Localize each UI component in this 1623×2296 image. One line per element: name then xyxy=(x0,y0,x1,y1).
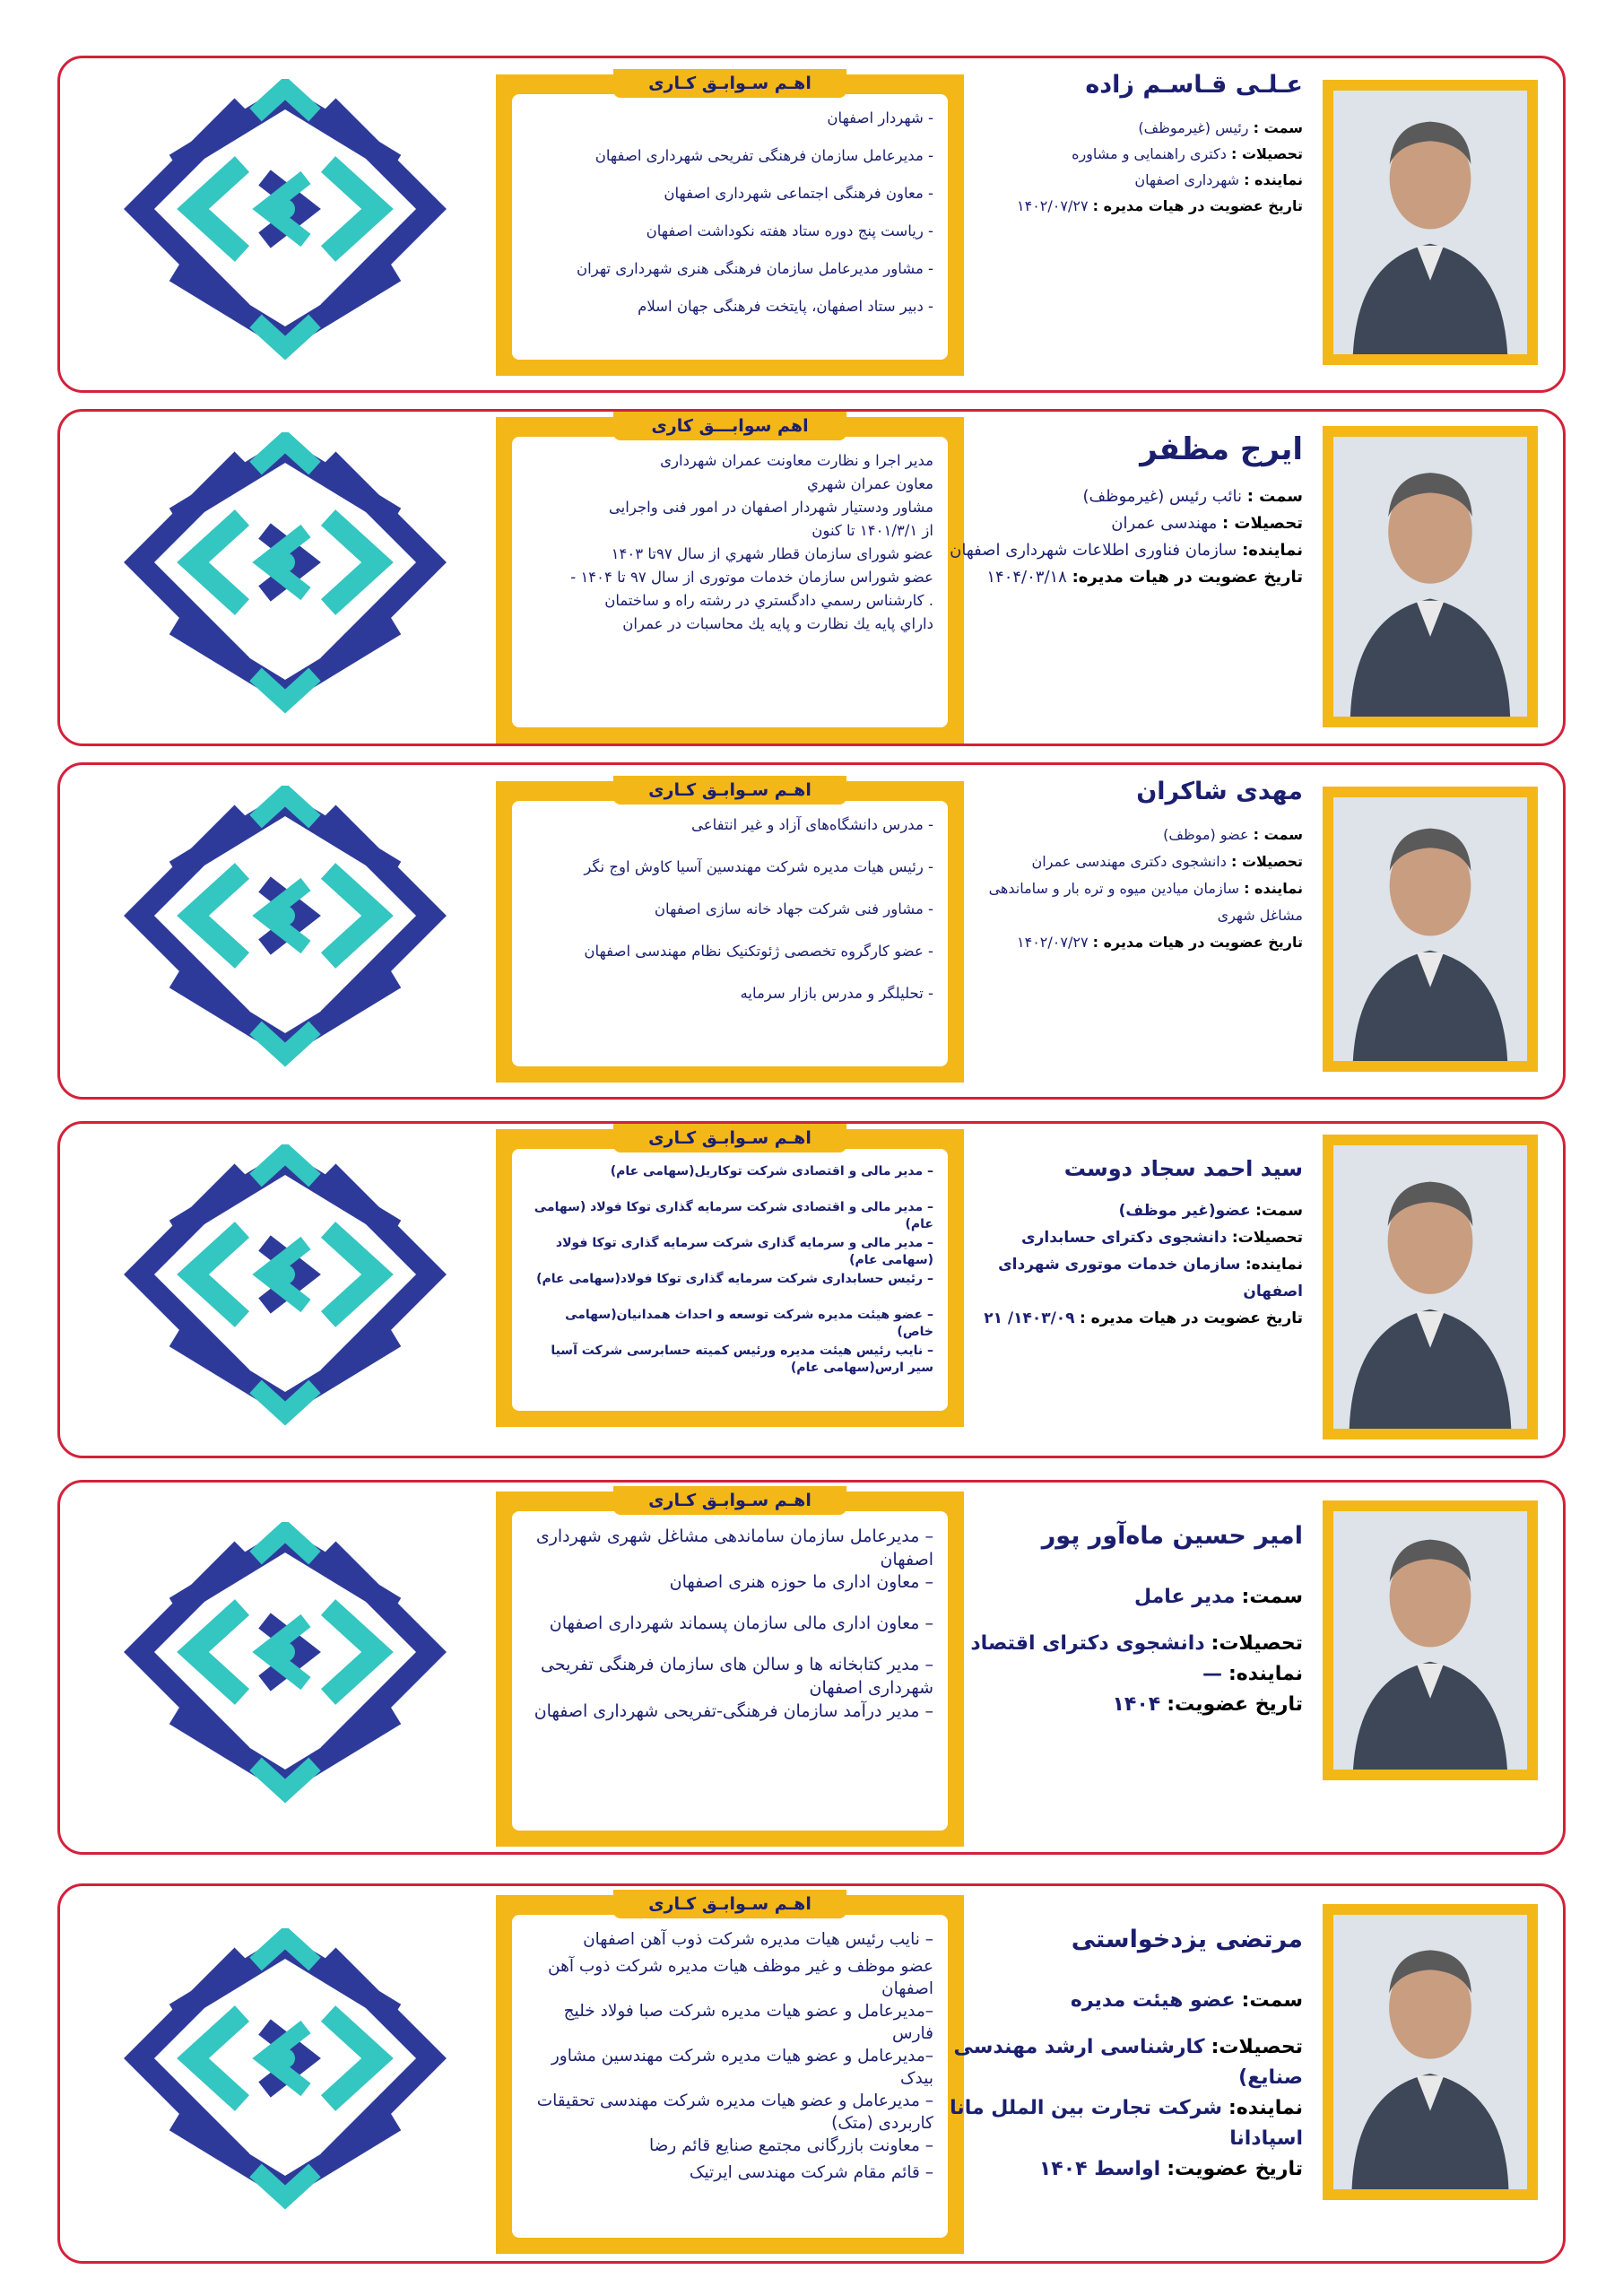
member-photo xyxy=(1333,91,1527,354)
member-join-date-value: ۱۴۰۲/۰۷/۲۷ xyxy=(1017,197,1089,214)
member-position xyxy=(944,115,1303,141)
work-history-item: – مدیر مالی و سرمایه گذاری شرکت سرمایه گذاری توکا فولاد (سهامی عام) xyxy=(555,1236,933,1267)
member-education-label: تحصیلات: xyxy=(1211,2036,1303,2058)
member-representative-label: نماینده: xyxy=(1245,1256,1303,1274)
member-education-label: تحصیلات: xyxy=(1231,1229,1303,1247)
member-photo xyxy=(1333,1511,1527,1770)
member-join-date xyxy=(944,193,1303,219)
member-join-date xyxy=(944,929,1303,956)
member-education-label: تحصیلات: xyxy=(1211,1632,1303,1655)
member-photo xyxy=(1333,797,1527,1061)
member-info xyxy=(944,778,1303,956)
work-history-list xyxy=(525,451,933,638)
member-education xyxy=(944,848,1303,875)
member-photo xyxy=(1333,437,1527,717)
member-education-label: تحصیلات : xyxy=(1230,853,1303,870)
work-history-item: – نایب رئیس هیئت مدیره ورئیس کمیته حسابرسی شرکت آسیا سیر ارس(سهامی عام) xyxy=(551,1344,933,1375)
work-history-item: – معاون اداری ما حوزه هنری اصفهان xyxy=(669,1572,933,1593)
member-education xyxy=(944,1629,1303,1659)
member-representative-value: سازمان فناوری اطلاعات شهرداری اصفهان xyxy=(950,541,1237,560)
member-join-date xyxy=(944,1305,1303,1332)
work-history-item: مشاور ودستیار شهردار اصفهان در امور فنی واجرایی xyxy=(608,499,933,516)
member-join-date xyxy=(944,2154,1303,2185)
member-join-date-value: ۱۴۰۲/۰۷/۲۷ xyxy=(1017,934,1089,951)
member-representative-label: نماینده: xyxy=(1242,541,1303,560)
member-card xyxy=(57,1121,1566,1458)
member-position-value: رئیس (غیرموظف) xyxy=(1138,119,1249,136)
company-logo-icon xyxy=(85,786,485,1082)
work-history-title: اهـم سـوابـق کـاری xyxy=(613,1890,846,1918)
member-education-value: دانشجوی دکترای اقتصاد xyxy=(970,1632,1205,1655)
member-position xyxy=(944,1582,1303,1613)
work-history-item: – مدیر مالی و اقتصادی شرکت سرمایه گذاری توکا فولاد (سهامی عام) xyxy=(534,1200,933,1231)
work-history-item: –مدیرعامل و عضو هیات مدیره شرکت صبا فولاد خلیج فارس xyxy=(563,2001,933,2043)
work-history-item: – مدیر کتابخانه ها و سالن های سازمان فرهنگی تفریحی شهرداری اصفهان xyxy=(540,1655,933,1698)
member-join-date-label: تاریخ عضویت در هیات مدیره : xyxy=(1092,934,1303,951)
work-history-panel xyxy=(496,781,964,1083)
company-logo-icon xyxy=(85,1522,485,1818)
member-position-label: سمت: xyxy=(1255,1202,1303,1220)
work-history-item: – مدیر درآمد سازمان فرهنگی-تفریحی شهرداری اصفهان xyxy=(534,1700,933,1721)
member-photo-frame xyxy=(1323,1904,1538,2200)
work-history-panel xyxy=(496,1129,964,1427)
member-representative xyxy=(944,2093,1303,2154)
work-history-item: – عضو هیئت مدیره شرکت توسعه و احداث همدانیان(سهامی خاص) xyxy=(565,1308,933,1339)
work-history-item: - مدیرعامل سازمان فرهنگی تفریحی شهرداری اصفهان xyxy=(595,147,933,164)
work-history-item: عضو شوراس سازمان خدمات موتوری از سال ۹۷ تا ۱۴۰۴ - xyxy=(570,569,933,586)
member-name: سید احمد سجاد دوست xyxy=(1063,1156,1303,1181)
member-join-date xyxy=(944,1690,1303,1720)
member-position-value: عضو(غیر موظف) xyxy=(1118,1202,1251,1220)
member-education-value: کارشناسی ارشد مهندسی صنایع) xyxy=(953,2036,1303,2089)
member-position-label: سمت: xyxy=(1241,1586,1303,1608)
member-card xyxy=(57,1480,1566,1855)
member-education xyxy=(944,1224,1303,1251)
work-history-list xyxy=(525,1929,933,2189)
member-education-value: دانشجوی دکتری مهندسی عمران xyxy=(1031,853,1227,870)
work-history-title: اهم سوابـــق کاری xyxy=(613,412,846,440)
work-history-item: - عضو کارگروه تخصصی ژئوتکنیک نظام مهندسی اصفهان xyxy=(584,943,933,960)
work-history-panel xyxy=(496,417,964,744)
work-history-item: - ریاست پنج دوره ستاد هفته نکوداشت اصفهان xyxy=(646,222,933,239)
member-education-value: دانشجوی دکترای حسابداری xyxy=(1021,1229,1228,1247)
member-representative-value: شرکت تجارت بین الملل مانا اسپادانا xyxy=(950,2097,1303,2150)
work-history-item: - مشاور فنی شرکت جهاد خانه سازی اصفهان xyxy=(654,900,933,918)
member-representative xyxy=(944,1251,1303,1305)
member-join-date-label: تاریخ عضویت در هیات مدیره : xyxy=(1092,197,1303,214)
work-history-item: –مدیرعامل و عضو هیات مدیره شرکت مهندسین مشاور بیدک xyxy=(551,2046,933,2088)
member-position-value: عضو هیئت مدیره xyxy=(1070,1989,1236,2012)
work-history-item: - مشاور مدیرعامل سازمان فرهنگی هنری شهرداری تهران xyxy=(577,260,933,277)
member-name: ایرج مظفر xyxy=(1140,431,1303,467)
member-education xyxy=(944,2032,1303,2093)
member-representative xyxy=(944,875,1303,929)
work-history-item: – معاونت بازرگانی مجتمع صنایع قائم رضا xyxy=(648,2135,933,2155)
member-position-label: سمت: xyxy=(1241,1989,1303,2012)
work-history-item: – قائم مقام شرکت مهندسی ایرتیک xyxy=(689,2162,933,2182)
member-representative-value: — xyxy=(1202,1663,1222,1685)
work-history-item: – مدیرعامل سازمان ساماندهی مشاغل شهری شهرداری اصفهان xyxy=(535,1526,933,1570)
member-education-label: تحصیلات : xyxy=(1230,145,1303,162)
work-history-title: اهـم سـوابـق کـاری xyxy=(613,776,846,804)
member-name: امیر حسین ماه‌آور پور xyxy=(1041,1522,1303,1550)
member-representative-label: نماینده: xyxy=(1228,1663,1303,1685)
work-history-item: - مدرس دانشگاه‌های آزاد و غیر انتفاعی xyxy=(691,816,933,833)
member-info xyxy=(944,1926,1303,2185)
work-history-panel xyxy=(496,1895,964,2254)
member-photo-frame xyxy=(1323,426,1538,727)
company-logo-icon xyxy=(85,1928,485,2224)
work-history-item: – مدیرعامل و عضو هیات مدیره شرکت مهندسی تحقیقات کاربردی (متک) xyxy=(536,2091,933,2133)
member-position-value: نائب رئیس (غیرموظف) xyxy=(1082,487,1242,506)
work-history-item: - شهردار اصفهان xyxy=(827,109,933,126)
member-representative xyxy=(944,1659,1303,1690)
work-history-list xyxy=(525,815,933,1026)
work-history-item: – رئیس حسابداری شرکت سرمایه گذاری توکا فولاد(سهامی عام) xyxy=(536,1272,933,1286)
member-join-date-label: تاریخ عضویت در هیات مدیره : xyxy=(1079,1309,1303,1327)
work-history-title: اهـم سـوابـق کـاری xyxy=(613,69,846,98)
member-info xyxy=(944,1522,1303,1720)
member-photo-frame xyxy=(1323,787,1538,1072)
member-photo xyxy=(1333,1915,1527,2189)
member-photo-frame xyxy=(1323,1135,1538,1439)
member-representative-label: نماینده : xyxy=(1244,880,1303,897)
work-history-item: از ۱۴۰۱/۳/۱ تا کنون xyxy=(812,522,933,539)
work-history-item: - رئیس هیات مدیره شرکت مهندسین آسیا کاوش اوج نگر xyxy=(584,858,933,875)
member-card xyxy=(57,1883,1566,2264)
work-history-item: – مدیر مالی و اقتصادی شرکت توکاریل(سهامی عام) xyxy=(610,1164,933,1178)
work-history-item: عضو شورای سازمان قطار شهري از سال ۹۷تا ۱۴۰۳ xyxy=(611,545,933,562)
member-representative-label: نماینده : xyxy=(1244,171,1303,188)
member-join-date-label: تاریخ عضویت: xyxy=(1167,2158,1303,2180)
member-position xyxy=(944,483,1303,510)
work-history-item: - معاون فرهنگی اجتماعی شهرداری اصفهان xyxy=(664,185,933,202)
work-history-item: معاون عمران شهري xyxy=(806,475,933,492)
member-card xyxy=(57,409,1566,746)
member-card xyxy=(57,762,1566,1100)
member-position-value: عضو (موظف) xyxy=(1163,826,1249,843)
work-history-list xyxy=(525,1163,933,1378)
member-join-date-value: اواسط ۱۴۰۴ xyxy=(1038,2158,1161,2180)
work-history-panel xyxy=(496,74,964,376)
company-logo-icon xyxy=(85,79,485,375)
work-history-title: اهـم سـوابـق کـاری xyxy=(613,1124,846,1152)
member-representative-label: نماینده: xyxy=(1228,2097,1303,2119)
member-photo-frame xyxy=(1323,1500,1538,1780)
work-history-list xyxy=(525,109,933,335)
member-position xyxy=(944,1986,1303,2016)
work-history-panel xyxy=(496,1492,964,1847)
company-logo-icon xyxy=(85,1144,485,1440)
member-join-date xyxy=(944,564,1303,591)
member-position xyxy=(944,1197,1303,1224)
work-history-item: مدیر اجرا و نظارت معاونت عمران شهرداری xyxy=(660,452,933,469)
member-join-date-label: تاریخ عضویت در هیات مدیره: xyxy=(1072,568,1303,587)
member-position-label: سمت : xyxy=(1253,826,1303,843)
member-name: مهدی شاکران xyxy=(1136,778,1303,805)
member-representative xyxy=(944,537,1303,564)
work-history-list xyxy=(525,1526,933,1742)
member-representative-value: شهرداری اصفهان xyxy=(1134,171,1239,188)
member-join-date-label: تاریخ عضویت: xyxy=(1167,1693,1303,1716)
member-name: مرتضی یزدخواستی xyxy=(1071,1926,1303,1953)
member-education-value: مهندسی عمران xyxy=(1111,514,1218,533)
work-history-item: عضو موظف و غیر موظف هیات مدیره شرکت ذوب آهن اصفهان xyxy=(548,1957,933,1998)
member-photo xyxy=(1333,1145,1527,1429)
member-card xyxy=(57,56,1566,393)
company-logo-icon xyxy=(85,432,485,728)
work-history-item: داراي پایه یك نظارت و پایه یك محاسبات در عمران xyxy=(622,615,933,632)
member-position-label: سمت : xyxy=(1253,119,1303,136)
member-join-date-value: ۱۴۰۳/۰۹/ ۲۱ xyxy=(984,1309,1075,1327)
member-info xyxy=(944,431,1303,591)
member-position xyxy=(944,822,1303,848)
member-education xyxy=(944,141,1303,167)
member-photo-frame xyxy=(1323,80,1538,365)
work-history-item: . كارشناس رسمي دادگستري در رشته راه و ساختمان xyxy=(604,592,933,609)
member-representative-value: سازمان خدمات موتوری شهردای اصفهان xyxy=(998,1256,1303,1300)
member-name: عـلـی قـاسـم زاده xyxy=(1085,71,1303,99)
member-info xyxy=(944,1156,1303,1332)
work-history-title: اهـم سـوابـق کـاری xyxy=(613,1486,846,1515)
member-join-date-value: ۱۴۰۴/۰۳/۱۸ xyxy=(986,568,1067,587)
work-history-item: - دبیر ستاد اصفهان، پایتخت فرهنگی جهان اسلام xyxy=(638,298,933,315)
member-position-value: مدیر عامل xyxy=(1134,1586,1236,1608)
member-join-date-value: ۱۴۰۴ xyxy=(1112,1693,1161,1716)
member-education-label: تحصیلات : xyxy=(1221,514,1303,533)
member-representative xyxy=(944,167,1303,193)
member-info xyxy=(944,71,1303,219)
member-position-label: سمت : xyxy=(1246,487,1303,506)
member-education xyxy=(944,510,1303,537)
work-history-item: – نایب رئیس هیات مدیره شرکت ذوب آهن اصفهان xyxy=(583,1930,933,1949)
member-education-value: دکتری راهنمایی و مشاوره xyxy=(1072,145,1227,162)
work-history-item: – معاون اداری مالی سازمان پسماند شهرداری اصفهان xyxy=(549,1613,933,1634)
work-history-item: - تحلیلگر و مدرس بازار سرمایه xyxy=(740,985,933,1002)
member-representative-value: سازمان میادین میوه و تره بار و ساماندهی مشاغل شهری xyxy=(988,880,1303,924)
